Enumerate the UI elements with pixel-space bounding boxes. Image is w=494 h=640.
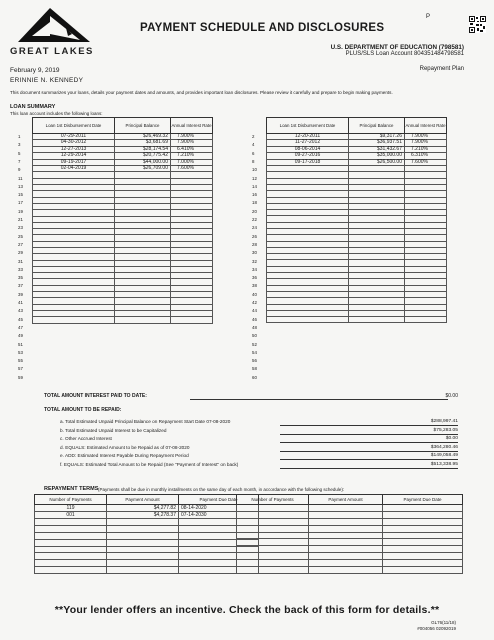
- loan-balance: [115, 317, 171, 323]
- payment-amount: [309, 546, 383, 553]
- loan-balance: $20,775.42: [115, 153, 171, 159]
- loan-row-number: 41: [18, 300, 23, 305]
- payment-count: [35, 567, 107, 574]
- loan-row-number: 16: [252, 192, 257, 198]
- loan-date: 12-20-2011: [267, 134, 349, 140]
- payment-amount: [309, 553, 383, 560]
- repayment-row: [35, 525, 259, 532]
- repayment-row: [35, 546, 259, 553]
- repayment-row: [35, 519, 259, 526]
- loan-rate: 6.410%: [171, 146, 213, 152]
- qr-code-icon: [469, 16, 486, 33]
- loan-row-number: 19: [18, 208, 23, 214]
- loan-rate: 7.210%: [171, 153, 213, 159]
- payment-count: [237, 532, 309, 539]
- loan-row-number: 33: [18, 266, 23, 272]
- total-repaid-label: TOTAL AMOUNT TO BE REPAID:: [44, 407, 122, 413]
- loan-row-number: 40: [252, 291, 257, 297]
- loan-date: 04-30-2012: [33, 140, 115, 146]
- payment-amount: [107, 560, 179, 567]
- loan-row-number: 57: [18, 366, 23, 372]
- total-line-value: $288,997.41: [430, 419, 458, 424]
- col-header-amount: Payment Amount: [309, 495, 383, 505]
- payment-due-date: [383, 539, 463, 546]
- loan-row-number: 54: [252, 349, 257, 355]
- loan-rate: 7.600%: [171, 166, 213, 172]
- total-line-label: d. EQUALS: Estimated Amount to be Repaid as of 07-08-2020: [60, 444, 190, 450]
- total-line-rule: [280, 459, 458, 460]
- loan-rate: 7.210%: [405, 146, 447, 152]
- loan-rate: 7.900%: [171, 134, 213, 140]
- repayment-row: [35, 512, 259, 519]
- payment-due-date: [383, 532, 463, 539]
- document-date: February 9, 2019: [10, 67, 60, 74]
- loan-row-number: 58: [252, 366, 257, 372]
- repayment-row: [35, 539, 259, 546]
- loan-row-number: 48: [252, 324, 257, 330]
- logo-text: GREAT LAKES: [10, 46, 94, 57]
- payment-amount: [107, 525, 179, 532]
- payment-amount: $4,278.37: [107, 512, 179, 519]
- loan-date: 09-17-2018: [267, 159, 349, 165]
- loan-row-number: 56: [252, 358, 257, 364]
- loan-row-number: 6: [252, 150, 255, 156]
- repayment-row: [237, 505, 463, 512]
- loan-row-number: 50: [252, 333, 257, 339]
- loan-balance: $26,500.00: [349, 159, 405, 165]
- total-line-rule: [280, 442, 458, 443]
- total-line-value: $364,280.46: [430, 444, 458, 450]
- payment-count: [35, 532, 107, 539]
- total-line-label: b. Total Estimated Unpaid Interest to be Capitalized: [60, 427, 167, 433]
- total-line-value: $0.00: [445, 436, 458, 442]
- loan-row-number: 18: [252, 200, 257, 206]
- payment-amount: [107, 519, 179, 526]
- borrower-name: ERINNIE N. KENNEDY: [10, 77, 84, 84]
- col-header-number: Number of Payments: [237, 495, 309, 505]
- total-line-rule: [280, 451, 458, 452]
- payment-count: 001: [35, 512, 107, 519]
- account-label: PLUS/SLS Loan Account 804351484798581: [345, 51, 464, 57]
- loan-row-number: 43: [18, 308, 23, 314]
- loan-date: [33, 317, 115, 323]
- payment-amount: [107, 553, 179, 560]
- repayment-row: [35, 553, 259, 560]
- loan-date: 07-29-2011: [33, 134, 115, 140]
- loan-row-number: 4: [252, 142, 255, 148]
- repayment-row: [237, 546, 463, 553]
- payment-amount: [309, 525, 383, 532]
- payment-amount: [107, 567, 179, 574]
- col-header-date: Loan 1st Disbursement Date: [267, 118, 349, 134]
- payment-count: [35, 539, 107, 546]
- loan-row-number: 49: [18, 333, 23, 339]
- loan-date: 08-06-2014: [267, 146, 349, 152]
- total-line-rule: [280, 434, 458, 435]
- payment-due-date: [383, 560, 463, 567]
- total-line-value: $149,058.49: [430, 453, 458, 459]
- loan-balance: $44,000.00: [115, 159, 171, 165]
- payment-count: [237, 567, 309, 574]
- loan-row-number: 42: [252, 300, 257, 305]
- repayment-heading: REPAYMENT TERMS: [44, 486, 99, 492]
- loan-row-number: 47: [18, 324, 23, 330]
- loan-row-number: 27: [18, 241, 23, 247]
- col-header-rate: Annual Interest Rate: [171, 118, 213, 134]
- repayment-table-left: [34, 494, 259, 574]
- form-code: GL76(11/18): [431, 620, 456, 625]
- payment-due-date: [383, 567, 463, 574]
- payment-count: [237, 505, 309, 512]
- loan-row-number: 1: [18, 134, 21, 139]
- payment-count: 119: [35, 505, 107, 512]
- loan-balance: $28,174.54: [115, 146, 171, 152]
- payment-due-date: 07-14-2030: [179, 512, 259, 519]
- loan-date: 09-19-2017: [33, 159, 115, 165]
- loan-row-number: 44: [252, 308, 257, 314]
- incentive-notice: **Your lender offers an incentive. Check the back of this form for details.**: [54, 604, 440, 616]
- col-header-balance: Principal Balance: [349, 118, 405, 134]
- intro-text: This document summarizes your loans, details your payment dates and amounts, and provides important loan disclosures. Please review it carefully and prepare to begin making payments.: [10, 90, 393, 95]
- loan-row-number: 12: [252, 175, 257, 181]
- loan-rate: 7.600%: [405, 159, 447, 165]
- repayment-row: [237, 539, 463, 546]
- loan-row-number: 53: [18, 349, 23, 355]
- loan-row-number: 31: [18, 258, 23, 264]
- interest-paid-value: $0.00: [445, 393, 458, 399]
- loan-rate: 7.900%: [405, 134, 447, 140]
- loan-rate: 6.310%: [405, 153, 447, 159]
- loan-row-number: 22: [252, 217, 257, 222]
- repayment-row: [35, 505, 259, 512]
- loan-row-number: 32: [252, 258, 257, 264]
- col-header-date: Loan 1st Disbursement Date: [33, 118, 115, 134]
- loan-row-number: 36: [252, 275, 257, 281]
- loan-row-number: 34: [252, 266, 257, 272]
- payment-amount: [309, 567, 383, 574]
- loan-row-number: 3: [18, 142, 21, 148]
- col-header-number: Number of Payments: [35, 495, 107, 505]
- loan-row-number: 11: [18, 175, 23, 181]
- payment-count: [35, 546, 107, 553]
- loan-summary-heading: LOAN SUMMARY: [10, 104, 56, 110]
- loan-rate: 7.900%: [171, 140, 213, 146]
- col-header-rate: Annual Interest Rate: [405, 118, 447, 134]
- repayment-row: [237, 567, 463, 574]
- loan-row-number: 14: [252, 183, 257, 189]
- loan-summary-subheading: This loan account includes the following loans:: [10, 111, 103, 116]
- loan-row-number: 38: [252, 283, 257, 289]
- loan-row-number: 25: [18, 233, 23, 239]
- repayment-row: [35, 567, 259, 574]
- loan-date: 02-04-2019: [33, 166, 115, 172]
- payment-due-date: [383, 518, 463, 525]
- payment-count: [237, 518, 309, 525]
- repayment-subheading: (Payments shall be due in monthly installments on the same day of each month, in accordance with the following schedule):: [98, 487, 345, 492]
- repayment-row: [35, 560, 259, 567]
- loan-row-number: 21: [18, 217, 23, 222]
- interest-paid-line: [190, 399, 448, 400]
- loan-rate: 7.000%: [171, 159, 213, 165]
- total-line-label: a. Total Estimated Unpaid Principal Balance on Repayment Start Date 07-08-2020: [60, 419, 231, 424]
- col-header-due: Payment Due Date: [383, 495, 463, 505]
- total-line-rule: [280, 468, 458, 469]
- loan-date: 12-27-2013: [33, 146, 115, 152]
- department-label: U.S. DEPARTMENT OF EDUCATION (798581): [330, 44, 464, 51]
- document-title: PAYMENT SCHEDULE AND DISCLOSURES: [140, 22, 385, 34]
- col-header-amount: Payment Amount: [107, 495, 179, 505]
- payment-count: [237, 560, 309, 567]
- loan-row-number: 55: [18, 358, 23, 364]
- loan-table-left: [32, 117, 213, 324]
- total-line-value: $75,283.05: [433, 427, 458, 433]
- repayment-row: [237, 553, 463, 560]
- payment-amount: [309, 511, 383, 518]
- loan-balance: $26,709.00: [115, 166, 171, 172]
- loan-date: 11-27-2012: [267, 140, 349, 146]
- form-code-date: #004056 02092019: [417, 626, 456, 631]
- payment-amount: $4,277.82: [107, 505, 179, 512]
- loan-row-number: 45: [18, 316, 23, 322]
- loan-table-right: [266, 117, 447, 323]
- loan-balance: $3,681.69: [115, 140, 171, 146]
- loan-row-number: 35: [18, 275, 23, 281]
- repayment-row: [237, 525, 463, 532]
- payment-due-date: [383, 511, 463, 518]
- total-line-label: f. EQUALS: Estimated Total Amount to be Repaid (See "Payment of Interest" on back): [60, 462, 239, 467]
- payment-amount: [107, 546, 179, 553]
- loan-row-number: 59: [18, 374, 23, 380]
- payment-amount: [107, 532, 179, 539]
- loan-row-number: 20: [252, 208, 257, 214]
- loan-date: [267, 317, 349, 323]
- repayment-row: [237, 511, 463, 518]
- loan-row-number: 51: [18, 341, 23, 347]
- repayment-table-right: [236, 494, 463, 574]
- total-line-label: c. Other Accrued Interest: [60, 436, 112, 442]
- loan-row-number: 8: [252, 158, 255, 164]
- payment-count: [237, 546, 309, 553]
- loan-date: 09-27-2016: [267, 153, 349, 159]
- repayment-plan-label: Repayment Plan: [419, 66, 464, 72]
- loan-row-number: 30: [252, 250, 257, 256]
- loan-row-number: 2: [252, 134, 255, 139]
- loan-row-number: 26: [252, 233, 257, 239]
- loan-row-number: 17: [18, 200, 23, 206]
- payment-amount: [309, 539, 383, 546]
- payment-amount: [309, 518, 383, 525]
- total-line-value: $513,338.95: [430, 462, 458, 467]
- loan-row-number: 15: [18, 192, 23, 198]
- repayment-row: [35, 532, 259, 539]
- loan-row-number: 52: [252, 341, 257, 347]
- loan-row-number: 39: [18, 291, 23, 297]
- loan-balance: $36,937.51: [349, 140, 405, 146]
- payment-count: [237, 511, 309, 518]
- payment-count: [35, 553, 107, 560]
- loan-row-number: 24: [252, 225, 257, 231]
- loan-date: 12-29-2014: [33, 153, 115, 159]
- payment-count: [237, 525, 309, 532]
- payment-count: [237, 539, 309, 546]
- payment-count: [35, 519, 107, 526]
- interest-paid-label: TOTAL AMOUNT INTEREST PAID TO DATE:: [44, 393, 147, 399]
- col-header-due: Payment Due Date: [179, 495, 259, 505]
- payment-due-date: [383, 553, 463, 560]
- payment-amount: [107, 539, 179, 546]
- payment-due-date: 08-14-2020: [179, 505, 259, 512]
- loan-balance: $35,000.00: [349, 153, 405, 159]
- loan-rate: 7.900%: [405, 140, 447, 146]
- loan-row: [33, 317, 213, 323]
- loan-row: [267, 317, 447, 323]
- loan-row-number: 29: [18, 250, 23, 256]
- loan-row-number: 60: [252, 374, 257, 380]
- loan-balance: $9,317.26: [349, 134, 405, 140]
- loan-row-number: 10: [252, 167, 257, 173]
- loan-balance: $31,432.67: [349, 146, 405, 152]
- payment-amount: [309, 560, 383, 567]
- repayment-row: [237, 532, 463, 539]
- payment-due-date: [383, 546, 463, 553]
- loan-balance: $26,469.32: [115, 134, 171, 140]
- loan-row-number: 37: [18, 283, 23, 289]
- loan-rate: [171, 317, 213, 323]
- total-line-label: e. ADD: Estimated Interest Payable During Repayment Period: [60, 453, 189, 459]
- repayment-row: [237, 518, 463, 525]
- loan-row-number: 46: [252, 316, 257, 322]
- payment-amount: [309, 505, 383, 512]
- loan-rate: [405, 317, 447, 323]
- payment-count: [35, 525, 107, 532]
- loan-row-number: 23: [18, 225, 23, 231]
- payment-count: [237, 553, 309, 560]
- payment-due-date: [383, 505, 463, 512]
- col-header-balance: Principal Balance: [115, 118, 171, 134]
- payment-due-date: [383, 525, 463, 532]
- loan-row-number: 5: [18, 150, 21, 156]
- repayment-row: [237, 560, 463, 567]
- loan-row-number: 13: [18, 183, 23, 189]
- payment-amount: [309, 532, 383, 539]
- loan-balance: [349, 317, 405, 323]
- payment-count: [35, 560, 107, 567]
- loan-row-number: 9: [18, 167, 21, 173]
- total-line-rule: [280, 425, 458, 426]
- form-letter: P: [426, 14, 431, 20]
- loan-row-number: 7: [18, 158, 21, 164]
- loan-row-number: 28: [252, 241, 257, 247]
